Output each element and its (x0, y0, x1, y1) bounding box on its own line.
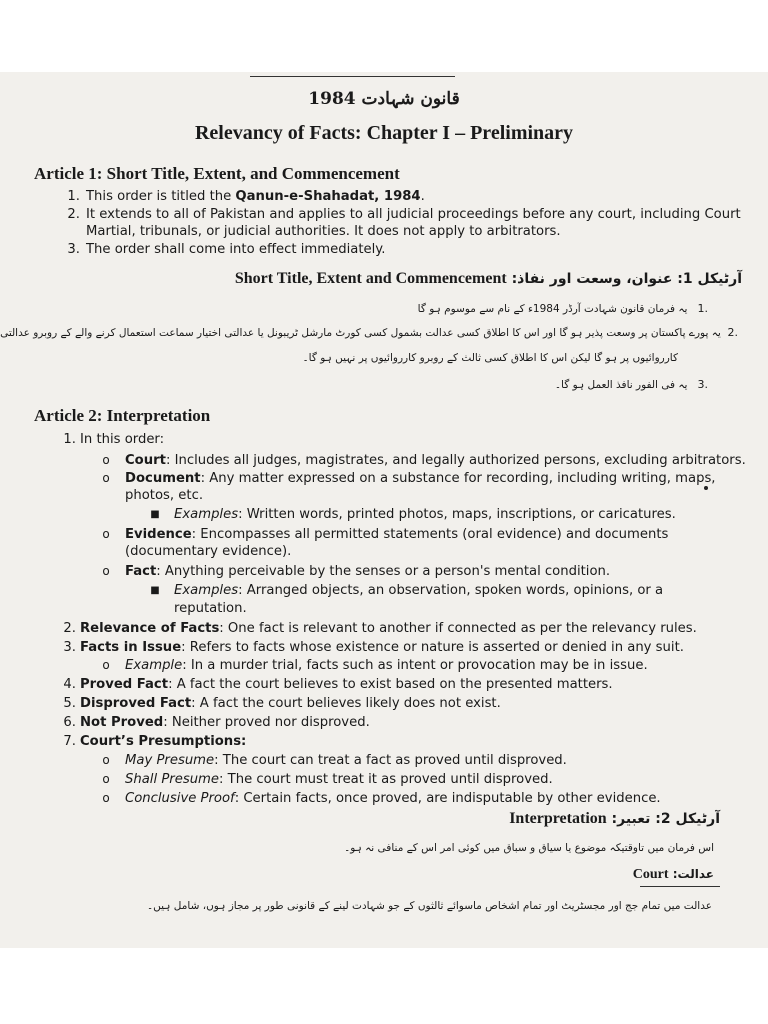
article1-urdu-line-1: .1 یہ فرمان قانون شہادت آرڈر 1984ء کے نام سے موسوم ہو گا (417, 302, 708, 315)
speck (704, 486, 708, 490)
top-rule (250, 76, 455, 77)
bullet-circle-icon: o (102, 453, 110, 467)
bullet-circle-icon: o (102, 527, 110, 541)
article1-item-2-cont: Martial, tribunals, or judicial authorities. It does not apply to arbitrators. (86, 224, 561, 239)
def-evidence-cont: (documentary evidence). (125, 544, 292, 559)
document-page: قانون شہادت 1984 Relevancy of Facts: Chapter I – Preliminary Article 1: Short Title, Extent, and Commencement 1. This order is titled the Qanun-e-Shahadat, 1984. 2. It extends to all of Pakistan and applies to all judicial proceedings before any court, including Court Martial, tribunals, or judicial authorities. It does not apply to arbitrators. 3. The order shall come into effect immediately. آرٹیکل 1: عنوان، وسعت اور نفاذ: Short Title, Extent and Commencement .1 یہ فرمان قانون شہادت آرڈر 1984ء کے نام سے موسوم ہو گا .2 یہ پورے پاکستان پر وسعت پذیر ہو گا اور اس کا اطلاق کسی عدالت بشمول کسی کورٹ مارشل ٹریبونل یا عدالتی اختیار سماعت استعمال کرنے والے کے روبرو عدالتی کارروائیوں پر ہو گا لیکن اس کا اطلاق کسی ثالث کے روبرو کارروائیوں پر نہیں ہو گا۔ .3 یہ فی الفور نافذ العمل ہو گا۔ Article 2: Interpretation 1. In this order: o Court: Includes all judges, magistrates, and legally authorized persons, excluding arbitrators. o Document: Any matter expressed on a substance for recording, including writing, maps, photos, etc. ■ Examples: Written words, printed photos, maps, inscriptions, or caricatures. o Evidence: Encompasses all permitted statements (oral evidence) and documents (documentary evidence). o Fact: Anything perceivable by the senses or a person's mental condition. ■ Examples: Arranged objects, an observation, spoken words, opinions, or a reputation. 2. Relevance of Facts: One fact is relevant to another if connected as per the relevancy rules. 3. Facts in Issue: Refers to facts whose existence or nature is asserted or denied in any suit. o Example: In a murder trial, facts such as intent or provocation may be in issue. 4. Proved Fact: A fact the court believes to exist based on the presented matters. 5. Disproved Fact: A fact the court believes likely does not exist. 6. Not Proved: Neither proved nor disproved. 7. Court’s Presumptions: o May Presume: The court can treat a fact as proved until disproved. o Shall Presume: The court must treat it as proved until disproved. o Conclusive Proof: Certain facts, once proved, are indisputable by other evidence. آرٹیکل 2: تعبیر: Interpretation اس فرمان میں تاوقتیکہ موضوع یا سیاق و سباق میں کوئی امر اس کے منافی نہ ہو۔ عدالت: Court عدالت میں تمام جج اور مجسٹریٹ اور تمام اشخاص ماسوائے ثالثوں کے جو شہادت لینے کے قانونی طور پر مجاز ہوں، شامل ہیں۔ (0, 72, 768, 948)
def-fact-example-cont: reputation. (174, 601, 247, 616)
bullet-circle-icon: o (102, 471, 110, 485)
bullet-circle-icon: o (102, 564, 110, 578)
article1-urdu-line-2: .2 یہ پورے پاکستان پر وسعت پذیر ہو گا اور اس کا اطلاق کسی عدالت بشمول کسی کورٹ مارشل ٹریبونل یا عدالتی اختیار سماعت استعمال کرنے والے کے روبرو عدالتی (0, 326, 738, 339)
bullet-circle-icon: o (102, 658, 110, 672)
article2-urdu-heading: آرٹیکل 2: تعبیر: Interpretation (509, 810, 720, 827)
urdu-title: قانون شہادت 1984 (308, 89, 460, 109)
bullet-circle-icon: o (102, 791, 110, 805)
bullet-square-icon: ■ (150, 509, 160, 520)
bullet-circle-icon: o (102, 753, 110, 767)
bullet-circle-icon: o (102, 772, 110, 786)
article1-urdu-line-2-cont: کارروائیوں پر ہو گا لیکن اس کا اطلاق کسی ثالث کے روبرو کارروائیوں پر نہیں ہو گا۔ (302, 352, 678, 364)
article2-urdu-line-1: اس فرمان میں تاوقتیکہ موضوع یا سیاق و سباق میں کوئی امر اس کے منافی نہ ہو۔ (344, 842, 714, 854)
court-underline (640, 886, 720, 887)
article1-urdu-line-3: .3 یہ فی الفور نافذ العمل ہو گا۔ (554, 378, 708, 391)
page-title: Relevancy of Facts: Chapter I – Preliminary (194, 122, 574, 144)
article2-urdu-line-2: عدالت میں تمام جج اور مجسٹریٹ اور تمام اشخاص ماسوائے ثالثوں کے جو شہادت لینے کے قانونی طور پر مجاز ہوں، شامل ہیں۔ (146, 900, 712, 912)
article1-urdu-heading: آرٹیکل 1: عنوان، وسعت اور نفاذ: Short Title, Extent and Commencement (234, 270, 742, 287)
bullet-square-icon: ■ (150, 585, 160, 596)
def-document-cont: photos, etc. (125, 488, 204, 503)
article2-heading: Article 2: Interpretation (34, 406, 211, 425)
article1-heading: Article 1: Short Title, Extent, and Commencement (34, 164, 400, 183)
court-urdu-label: عدالت: Court (632, 867, 714, 882)
